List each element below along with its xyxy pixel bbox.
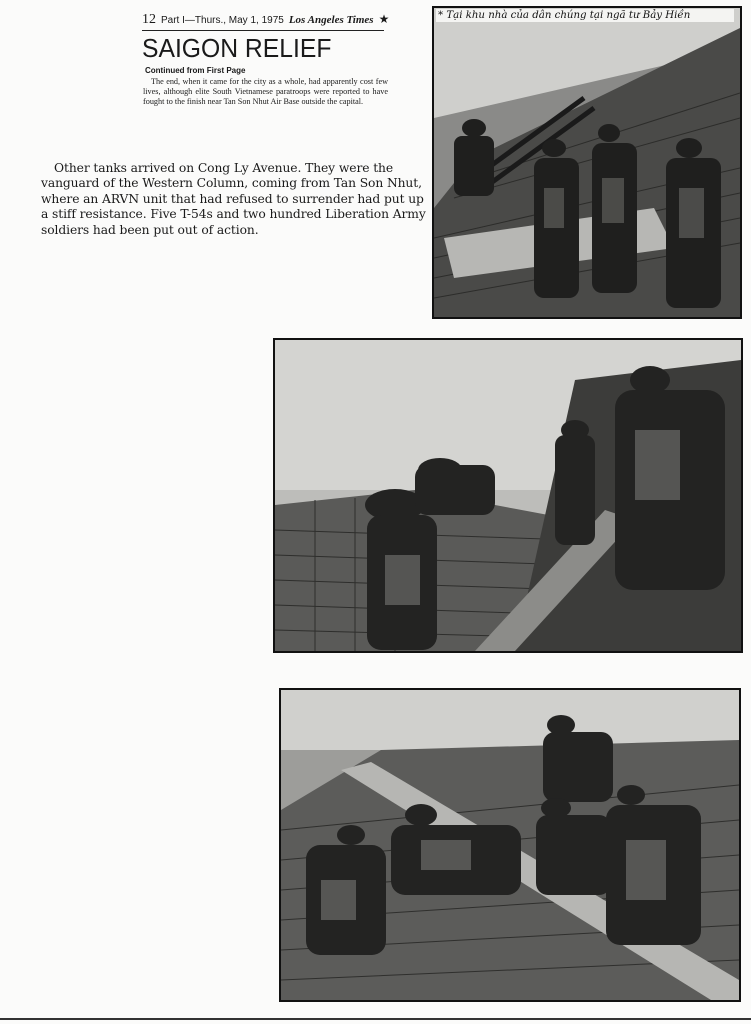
clipping-header [142, 12, 390, 31]
newspaper-name: Los Angeles Times [288, 14, 374, 26]
photo-soldiers-rooftop-3 [279, 688, 741, 1002]
body-paragraph: Other tanks arrived on Cong Ly Avenue. They were the vanguard of the Western Column, coming from Tan Son Nhut, where an ARVN unit that had refused to surrender had put up a stiff resistance. Five T-54s and two hundred Liberation Army soldiers had been put out of action. [41, 161, 426, 237]
section-dateline: Part I—Thurs., May 1, 1975 [161, 15, 284, 26]
photo-1-image [434, 8, 740, 317]
page-bottom-rule [0, 1018, 751, 1020]
headline: SAIGON RELIEF [142, 33, 332, 63]
clipping-text: The end, when it came for the city as a whole, had apparently cost few lives, although elite South Vietnamese paratroops were reported to have fought to the finish near Tan Son Nhut Air Base outside the capital. [143, 77, 388, 106]
page-number: 12 [142, 12, 156, 27]
photo-soldiers-rooftop-1 [432, 6, 742, 319]
photo-2-image [275, 340, 741, 651]
photo-soldiers-rooftop-2 [273, 338, 743, 653]
star-mark: ★ [378, 12, 390, 26]
photo-1-caption: * Tại khu nhà của dân chúng tại ngã tư Bảy Hiền [436, 9, 734, 22]
photo-3-image [281, 690, 739, 1000]
continued-note: Continued from First Page [145, 66, 246, 75]
